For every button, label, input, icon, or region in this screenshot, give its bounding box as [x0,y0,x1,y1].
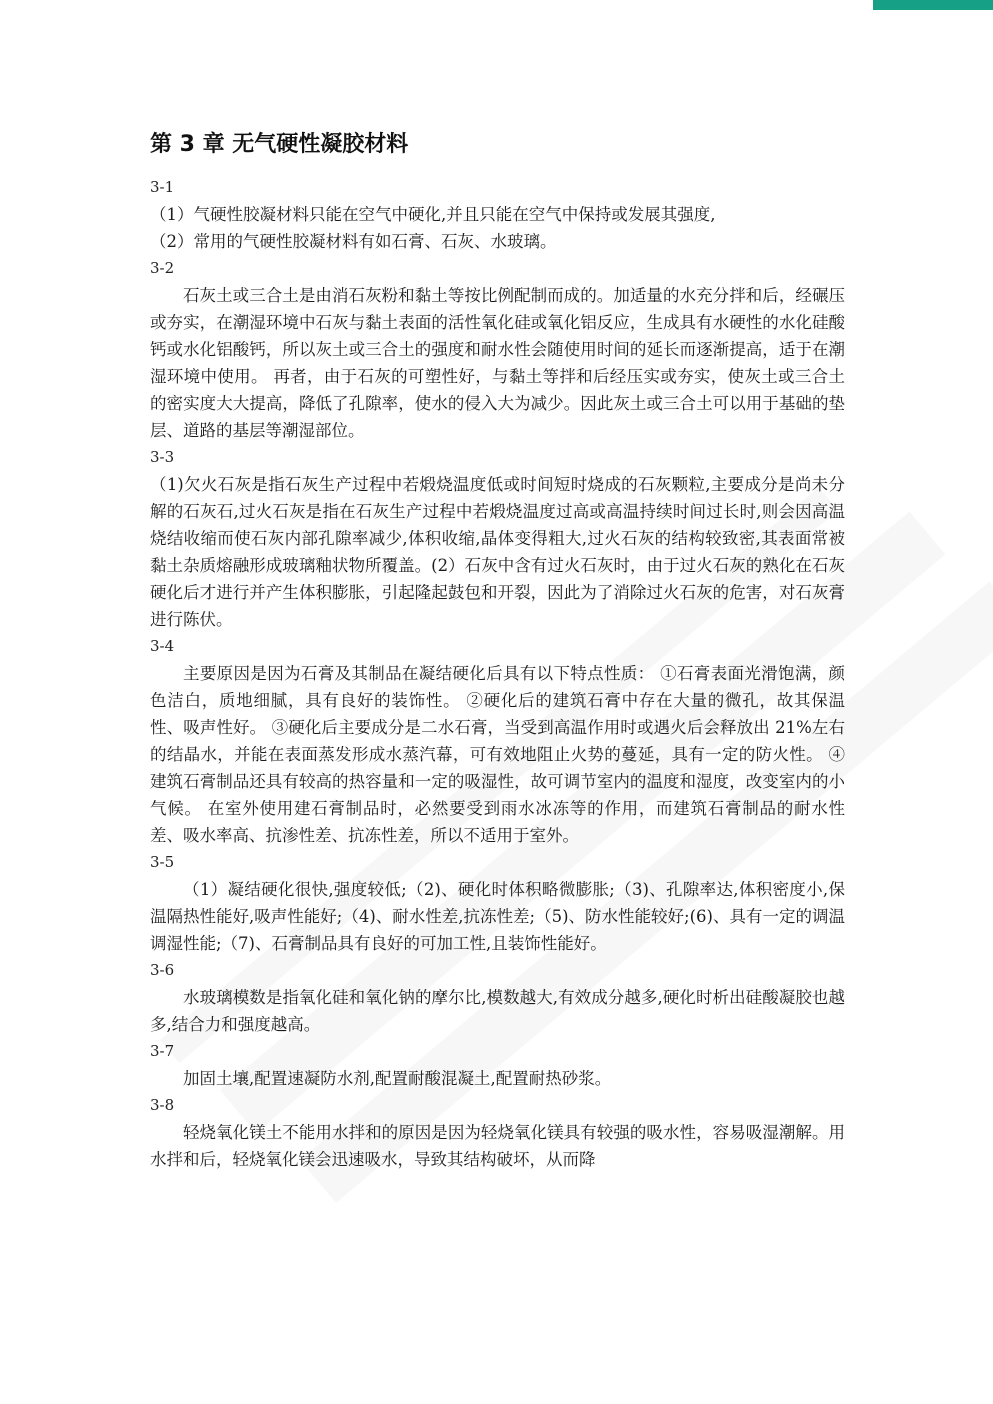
question-number: 3-8 [150,1096,175,1114]
question-number: 3-3 [150,448,175,466]
answer-paragraph: 轻烧氧化镁土不能用水拌和的原因是因为轻烧氧化镁具有较强的吸水性，容易吸湿潮解。用水拌和后，轻烧氧化镁会迅速吸水，导致其结构破坏，从而降 [150,1123,845,1169]
corner-accent-strip [873,0,993,10]
answer-paragraph: （2）常用的气硬性胶凝材料有如石膏、石灰、水玻璃。 [150,232,557,251]
chapter-title: 第 3 章 无气硬性凝胶材料 [150,132,409,157]
answer-section [150,849,845,957]
answer-paragraph: 石灰土或三合土是由消石灰粉和黏土等按比例配制而成的。加适量的水充分拌和后，经碾压或夯实，在潮湿环境中石灰与黏土表面的活性氧化硅或氧化铝反应，生成具有水硬性的水化硅酸钙或水化铝酸钙，所以灰土或三合土的强度和耐水性会随使用时间的延长而逐渐提高，适于在潮湿环境中使用。 再者，由于石灰的可塑性好，与黏土等拌和后经压实或夯实，使灰土或三合土的密实度大大提高，降低了孔隙率，使水的侵入大为减少。因此灰土或三合土可以用于基础的垫层、道路的基层等潮湿部位。 [150,286,845,440]
question-number: 3-5 [150,853,175,871]
answer-section [150,957,845,1038]
answer-paragraph: 水玻璃模数是指氧化硅和氧化钠的摩尔比,模数越大,有效成分越多,硬化时析出硅酸凝胶也越多,结合力和强度越高。 [150,988,845,1034]
answer-paragraph: 加固土壤,配置速凝防水剂,配置耐酸混凝土,配置耐热砂浆。 [183,1069,612,1088]
question-number: 3-6 [150,961,175,979]
answer-section [150,174,845,255]
answer-paragraph: 主要原因是因为石膏及其制品在凝结硬化后具有以下特点性质： ①石膏表面光滑饱满，颜色洁白，质地细腻，具有良好的装饰性。 ②硬化后的建筑石膏中存在大量的微孔，故其保温性、吸声性好。 ③硬化后主要成分是二水石膏，当受到高温作用时或遇火后会释放出 21%左右的结晶水，并能在表面蒸发形成水蒸汽幕，可有效地阻止火势的蔓延，具有一定的防火性。 ④建筑石膏制品还具有较高的热容量和一定的吸湿性，故可调节室内的温度和湿度，改变室内的小气候。 在室外使用建石膏制品时，必然要受到雨水冰冻等的作用，而建筑石膏制品的耐水性差、吸水率高、抗渗性差、抗冻性差，所以不适用于室外。 [150,664,845,845]
question-number: 3-7 [150,1042,175,1060]
answer-section [150,1092,845,1173]
answer-paragraph: （1)欠火石灰是指石灰生产过程中若煅烧温度低或时间短时烧成的石灰颗粒,主要成分是尚未分解的石灰石,过火石灰是指在石灰生产过程中若煅烧温度过高或高温持续时间过长时,则会因高温烧结收缩而使石灰内部孔隙率减少,体积收缩,晶体变得粗大,过火石灰的结构较致密,其表面常被黏土杂质熔融形成玻璃釉状物所覆盖。(2）石灰中含有过火石灰时，由于过火石灰的熟化在石灰硬化后才进行并产生体积膨胀，引起隆起鼓包和开裂，因此为了消除过火石灰的危害，对石灰膏进行陈伏。 [150,475,845,629]
answer-paragraph: （1）气硬性胶凝材料只能在空气中硬化,并且只能在空气中保持或发展其强度, [150,205,716,224]
document-content [150,128,845,1173]
answer-section [150,255,845,444]
answer-section [150,1038,845,1092]
answer-section [150,444,845,633]
question-number: 3-1 [150,178,175,196]
answer-sections [150,174,845,1173]
answer-section [150,633,845,849]
answer-paragraph: （1）凝结硬化很快,强度较低;（2)、硬化时体积略微膨胀;（3)、孔隙率达,体积密度小,保温隔热性能好,吸声性能好;（4)、耐水性差,抗冻性差;（5)、防水性能较好;(6)、具有一定的调温调湿性能;（7)、石膏制品具有良好的可加工性,且装饰性能好。 [150,880,845,953]
question-number: 3-4 [150,637,175,655]
question-number: 3-2 [150,259,175,277]
